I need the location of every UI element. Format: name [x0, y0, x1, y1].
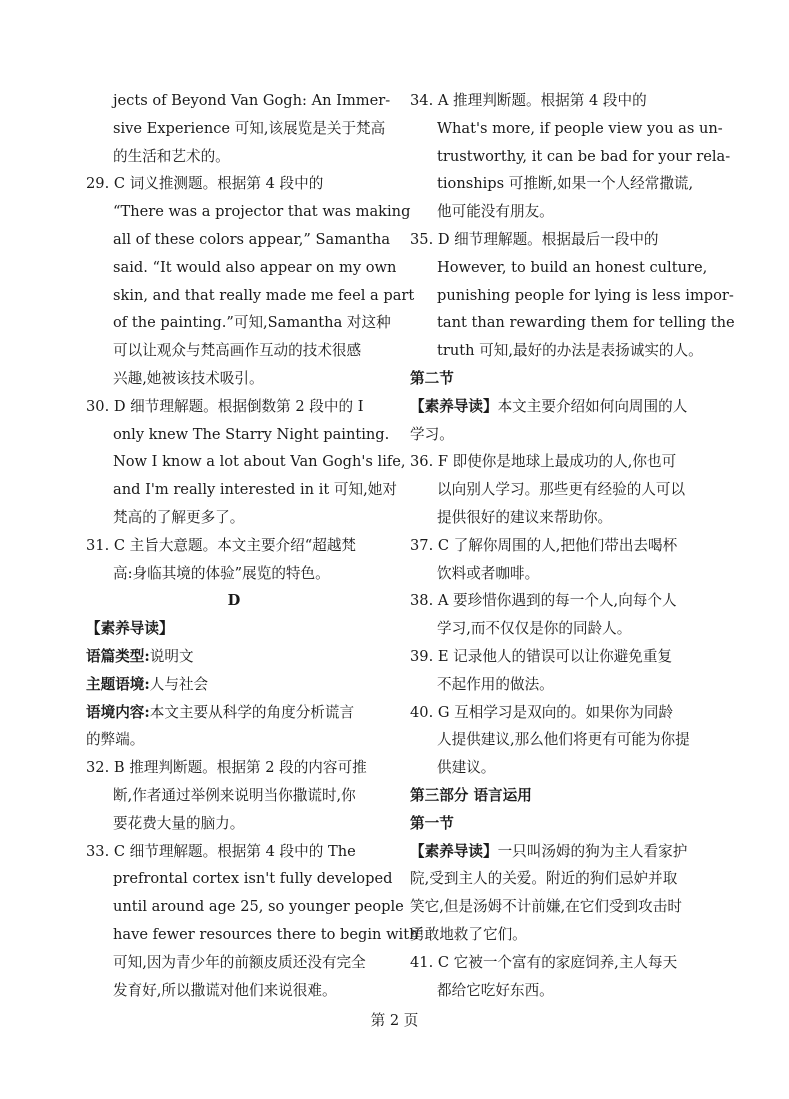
section-label: 【素养导读】	[410, 397, 498, 415]
line-text: 38. A 要珍惜你遇到的每一个人,向每个人	[410, 592, 677, 610]
line-text: What's more, if people view you as un-	[437, 119, 723, 137]
text-line	[410, 226, 706, 254]
line-text: sive Experience 可知,该展览是关于梵高	[113, 119, 386, 137]
line-text: 的弊端。	[86, 731, 145, 749]
line-text: 勇敢地救了它们。	[410, 925, 527, 943]
text-line	[410, 254, 706, 282]
line-text: until around age 25, so younger people	[113, 898, 404, 916]
line-text: 可以让观众与梵高画作互动的技术很感	[113, 342, 362, 360]
line-text: 梵高的了解更多了。	[113, 508, 245, 526]
line-text: 以向别人学习。那些更有经验的人可以	[437, 481, 686, 499]
text-line	[410, 143, 731, 171]
line-text: punishing people for lying is less impor-	[437, 286, 734, 304]
text-line	[410, 282, 734, 310]
line-text: However, to build an honest culture,	[437, 258, 708, 276]
text-line	[86, 560, 382, 588]
text-line	[86, 365, 382, 393]
text-line	[410, 365, 706, 393]
line-text: 他可能没有朋友。	[437, 203, 554, 221]
text-line	[86, 865, 393, 893]
line-text: 32. B 推理判断题。根据第 2 段的内容可推	[86, 759, 367, 777]
line-text: 第二节	[410, 369, 454, 387]
text-line	[86, 810, 382, 838]
line-text: 本文主要介绍如何向周围的人	[497, 397, 688, 415]
text-line	[410, 170, 706, 198]
text-line	[410, 838, 706, 866]
text-line	[410, 782, 706, 810]
line-text: 提供很好的建议来帮助你。	[437, 508, 613, 526]
text-line	[410, 726, 706, 754]
text-line	[86, 115, 386, 143]
line-text: 笑它,但是汤姆不计前嫌,在它们受到攻击时	[410, 898, 682, 916]
text-line	[410, 699, 706, 727]
line-text: trustworthy, it can be bad for your rela-	[437, 147, 731, 165]
line-text: 学习,而不仅仅是你的同龄人。	[437, 620, 632, 638]
text-line	[410, 977, 706, 1005]
text-line	[86, 977, 382, 1005]
text-line	[86, 726, 382, 754]
left-column	[86, 87, 419, 1004]
text-line	[410, 87, 706, 115]
section-label: 主题语境:	[86, 675, 150, 693]
text-line	[86, 643, 382, 671]
text-line	[410, 448, 706, 476]
text-line	[410, 476, 706, 504]
text-line	[86, 587, 382, 615]
text-line	[410, 115, 723, 143]
text-line	[86, 754, 382, 782]
line-text: Now I know a lot about Van Gogh's life,	[113, 453, 406, 471]
line-text: 本文主要从科学的角度分析谎言	[149, 703, 355, 721]
line-text: 院,受到主人的关爱。附近的狗们忌妒并取	[410, 870, 678, 888]
line-text: 供建议。	[437, 759, 496, 777]
text-line	[86, 671, 382, 699]
text-line	[86, 921, 419, 949]
text-line	[86, 949, 382, 977]
text-line	[410, 309, 735, 337]
line-text: 人与社会	[149, 675, 209, 693]
text-line	[86, 532, 382, 560]
line-text: 33. C 细节理解题。根据第 4 段中的 The	[86, 842, 356, 860]
line-text: truth 可知,最好的办法是表扬诚实的人。	[437, 342, 703, 360]
text-line	[86, 476, 397, 504]
line-text: only knew The Starry Night painting.	[113, 425, 390, 443]
line-text: 可知,因为青少年的前额皮质还没有完全	[113, 953, 366, 971]
line-text: tionships 可推断,如果一个人经常撒谎,	[437, 175, 694, 193]
text-line	[86, 838, 382, 866]
text-line	[410, 643, 706, 671]
line-text: 39. E 记录他人的错误可以让你避免重复	[410, 647, 673, 665]
line-text: 40. G 互相学习是双向的。如果你为同龄	[410, 703, 674, 721]
line-text: and I'm really interested in it 可知,她对	[113, 481, 397, 499]
line-text: 兴趣,她被该技术吸引。	[113, 369, 264, 387]
text-line	[410, 893, 706, 921]
line-text: 都给它吃好东西。	[437, 981, 554, 999]
text-line	[86, 337, 382, 365]
line-text: 人提供建议,那么他们将更有可能为你提	[437, 731, 690, 749]
text-line	[410, 560, 706, 588]
line-text: 30. D 细节理解题。根据倒数第 2 段中的 I	[86, 397, 364, 415]
text-line	[410, 865, 706, 893]
text-line	[410, 337, 706, 365]
line-text: 37. C 了解你周围的人,把他们带出去喝杯	[410, 536, 678, 554]
line-text: of the painting.”可知,Samantha 对这种	[113, 314, 391, 332]
line-text: 34. A 推理判断题。根据第 4 段中的	[410, 92, 647, 109]
line-text: said. “It would also appear on my own	[113, 258, 397, 276]
text-line	[86, 782, 382, 810]
line-text: have fewer resources there to begin with	[113, 925, 419, 943]
line-text: tant than rewarding them for telling the	[437, 314, 735, 332]
text-line	[86, 226, 391, 254]
right-column	[410, 87, 735, 1004]
line-text: 不起作用的做法。	[437, 675, 554, 693]
section-label: 【素养导读】	[410, 842, 498, 860]
text-line	[86, 421, 390, 449]
text-line	[410, 615, 706, 643]
line-text: 第三部分 语言运用	[410, 786, 532, 804]
text-line	[86, 170, 382, 198]
section-label: 语境内容:	[86, 703, 150, 721]
text-line	[86, 448, 406, 476]
text-line	[410, 587, 706, 615]
text-line	[86, 309, 391, 337]
text-line	[86, 504, 382, 532]
line-text: 断,作者通过举例来说明当你撒谎时,你	[113, 786, 356, 804]
line-text: 29. C 词义推测题。根据第 4 段中的	[86, 175, 324, 193]
text-line	[410, 671, 706, 699]
line-text: 说明文	[149, 647, 194, 665]
section-label: 语篇类型:	[86, 647, 150, 665]
line-text: 35. D 细节理解题。根据最后一段中的	[410, 230, 659, 248]
text-line	[410, 754, 706, 782]
text-line	[410, 504, 706, 532]
line-text: 的生活和艺术的。	[113, 147, 230, 165]
text-line	[410, 921, 706, 949]
text-line	[86, 615, 382, 643]
text-line	[410, 949, 706, 977]
line-text: 31. C 主旨大意题。本文主要介绍“超越梵	[86, 536, 357, 554]
page-number: 第 2 页	[370, 1012, 419, 1029]
line-text: skin, and that really made me feel a part	[113, 286, 415, 304]
text-line	[86, 198, 411, 226]
line-text: 饮料或者咖啡。	[437, 564, 540, 582]
line-text: 发育好,所以撒谎对他们来说很难。	[113, 981, 337, 999]
line-text: 要花费大量的脑力。	[113, 814, 245, 832]
text-line	[86, 393, 382, 421]
text-line	[86, 893, 404, 921]
line-text: 学习。	[410, 425, 454, 443]
text-line	[410, 810, 706, 838]
line-text: all of these colors appear,” Samantha	[113, 230, 391, 248]
line-text: 一只叫汤姆的狗为主人看家护	[497, 842, 688, 860]
text-line	[410, 393, 706, 421]
line-text: D	[227, 592, 241, 610]
line-text: prefrontal cortex isn't fully developed	[113, 870, 393, 888]
text-line	[86, 143, 382, 171]
line-text: jects of Beyond Van Gogh: An Immer-	[113, 92, 391, 109]
line-text: 高:身临其境的体验”展览的特色。	[113, 564, 330, 582]
text-line	[86, 87, 391, 115]
text-line	[86, 254, 397, 282]
text-line	[86, 282, 415, 310]
text-line	[86, 699, 382, 727]
text-line	[410, 532, 706, 560]
line-text: 36. F 即使你是地球上最成功的人,你也可	[410, 453, 677, 471]
line-text: 第一节	[410, 814, 454, 832]
line-text: 41. C 它被一个富有的家庭饲养,主人每天	[410, 953, 678, 971]
line-text: 【素养导读】	[86, 620, 174, 638]
text-line	[410, 421, 706, 449]
line-text: “There was a projector that was making	[113, 203, 411, 221]
text-line	[410, 198, 706, 226]
